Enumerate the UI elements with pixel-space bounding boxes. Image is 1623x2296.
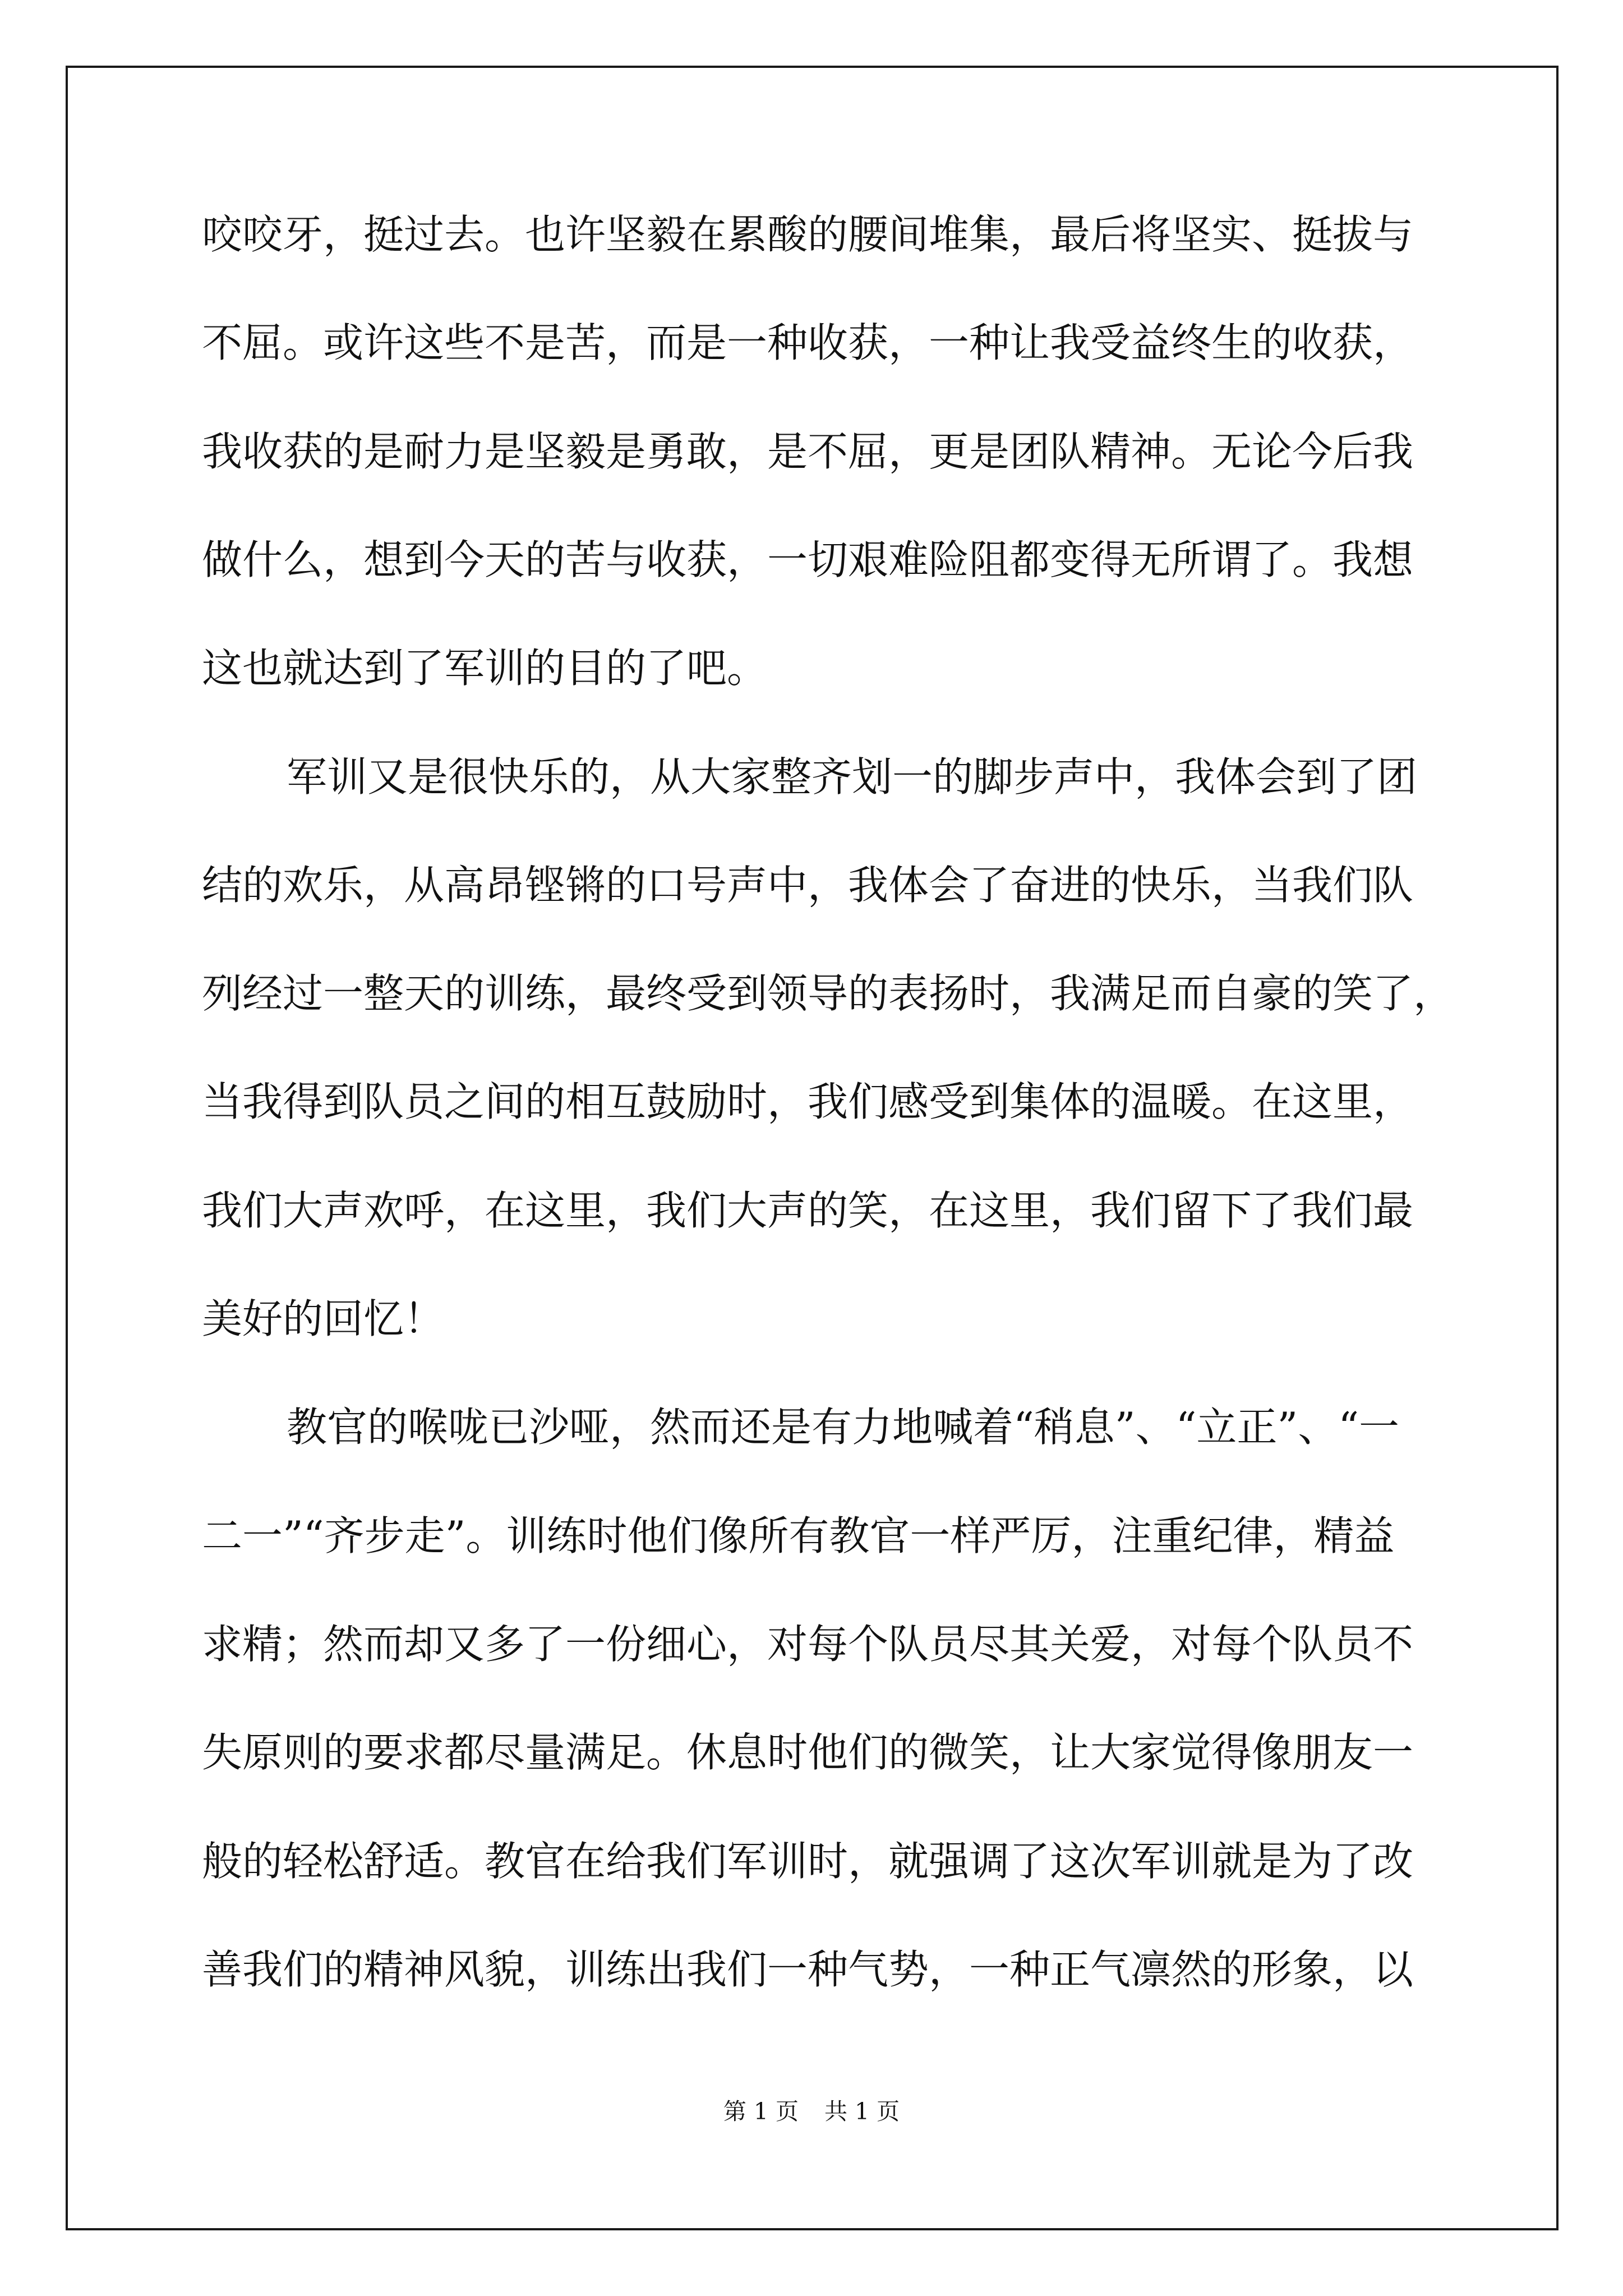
- text-line: 我收获的是耐力是坚毅是勇敢，是不屈，更是团队精神。无论今后我: [202, 428, 1414, 475]
- text-line: 结的欢乐，从高昂铿锵的口号声中，我体会了奋进的快乐，当我们队: [202, 862, 1414, 909]
- text-line: 失原则的要求都尽量满足。休息时他们的微笑，让大家觉得像朋友一: [202, 1729, 1414, 1776]
- text-line: 我们大声欢呼，在这里，我们大声的笑，在这里，我们留下了我们最: [202, 1187, 1414, 1234]
- paragraph-first-line: 军训又是很快乐的，从大家整齐划一的脚步声中，我体会到了团: [287, 753, 1418, 800]
- page-footer: [0, 2095, 1623, 2128]
- text-line: 般的轻松舒适。教官在给我们军训时，就强调了这次军训就是为了改: [202, 1838, 1414, 1885]
- text-line: 求精；然而却又多了一份细心，对每个队员尽其关爱，对每个队员不: [202, 1621, 1414, 1668]
- text-line: 不屈。或许这些不是苦，而是一种收获，一种让我受益终生的收获，: [202, 319, 1414, 366]
- text-line: 列经过一整天的训练，最终受到领导的表扬时，我满足而自豪的笑了，: [202, 970, 1454, 1017]
- page-total: 共 1 页: [824, 2098, 900, 2125]
- text-line: 二一”“齐步走”。训练时他们像所有教官一样严厉，注重纪律，精益: [202, 1512, 1395, 1559]
- page-border: [66, 66, 1559, 2230]
- text-line: 美好的回忆！: [202, 1295, 445, 1342]
- paragraph-first-line: 教官的喉咙已沙哑，然而还是有力地喊着“稍息”、“立正”、“一: [287, 1404, 1400, 1451]
- text-line: 当我得到队员之间的相互鼓励时，我们感受到集体的温暖。在这里，: [202, 1078, 1414, 1125]
- text-line: 善我们的精神风貌，训练出我们一种气势，一种正气凛然的形象，以: [202, 1946, 1414, 1993]
- text-line: 咬咬牙，挺过去。也许坚毅在累酸的腰间堆集，最后将坚实、挺拔与: [202, 211, 1414, 258]
- text-line: 这也就达到了军训的目的了吧。: [202, 645, 768, 692]
- text-line: 做什么，想到今天的苦与收获，一切艰难险阻都变得无所谓了。我想: [202, 536, 1414, 583]
- page-number: 第 1 页: [723, 2098, 799, 2125]
